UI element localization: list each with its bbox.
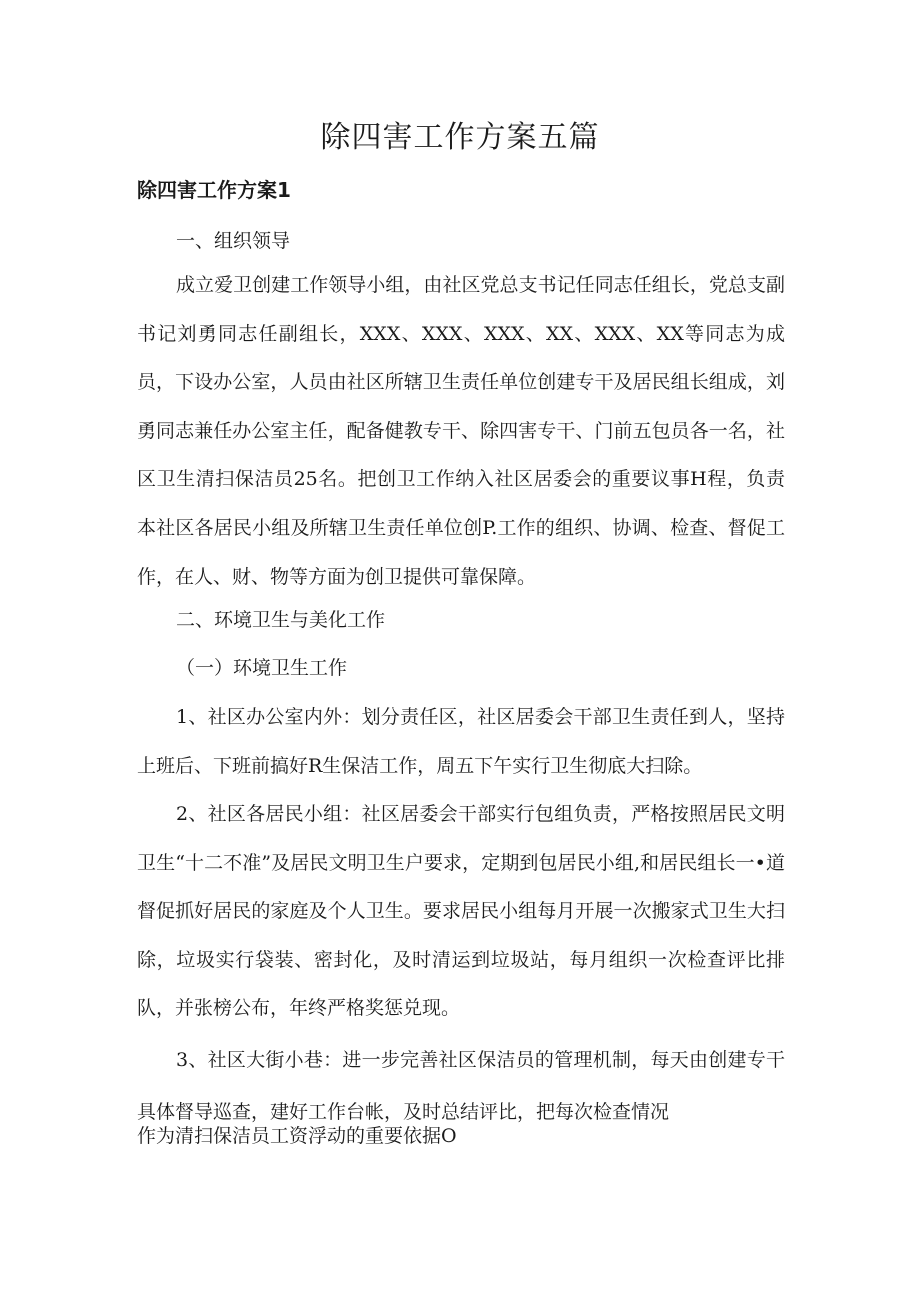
item-resident-groups: 2、社区各居民小组：社区居委会干部实行包组负责，严格按照居民文明卫生“十二不准”及居民文明卫生户要求，定期到包居民小组,和居民组长一•道督促抓好居民的家庭及个人卫生。要求居民小组每月开展一次搬家式卫生大扫除，垃圾实行袋装、密封化，及时清运到垃圾站，每月组织一次检查评比排队，并张榜公布，年终严格奖惩兑现。	[137, 803, 785, 1020]
item-streets: 3、社区大街小巷：进一步完善社区保洁员的管理机制，每天由创建专干具体督导巡查，建好工作台帐，及时总结评比，把每次检查情况	[137, 1049, 785, 1123]
subheading-environment-hygiene: （一）环境卫生工作	[176, 657, 348, 679]
item-streets-last-line: 作为清扫保洁员工资浮动的重要依据O	[137, 1125, 457, 1147]
section-title: 除四害工作方案1	[137, 178, 291, 202]
item-office: 1、社区办公室内外：划分责任区，社区居委会干部卫生责任到人，坚持上班后、下班前搞好R生保洁工作，周五下午实行卫生彻底大扫除。	[137, 706, 785, 777]
paragraph-organization: 成立爱卫创建工作领导小组，由社区党总支书记任同志任组长，党总支副书记刘勇同志任副组长，XXX、XXX、XXX、XX、XXX、XX等同志为成员，下设办公室，人员由社区所辖卫生责任单位创建专干及居民组长组成，刘勇同志兼任办公室主任，配备健教专干、除四害专干、门前五包员各一名，社区卫生清扫保洁员25名。把创卫工作纳入社区居委会的重要议事H程，负责本社区各居民小组及所辖卫生责任单位创P.工作的组织、协调、检查、督促工作，在人、财、物等方面为创卫提供可靠保障。	[137, 274, 785, 588]
heading-organization: 一、组织领导	[176, 230, 291, 252]
heading-environment: 二、环境卫生与美化工作	[176, 609, 386, 631]
document-title: 除四害工作方案五篇	[320, 120, 600, 155]
